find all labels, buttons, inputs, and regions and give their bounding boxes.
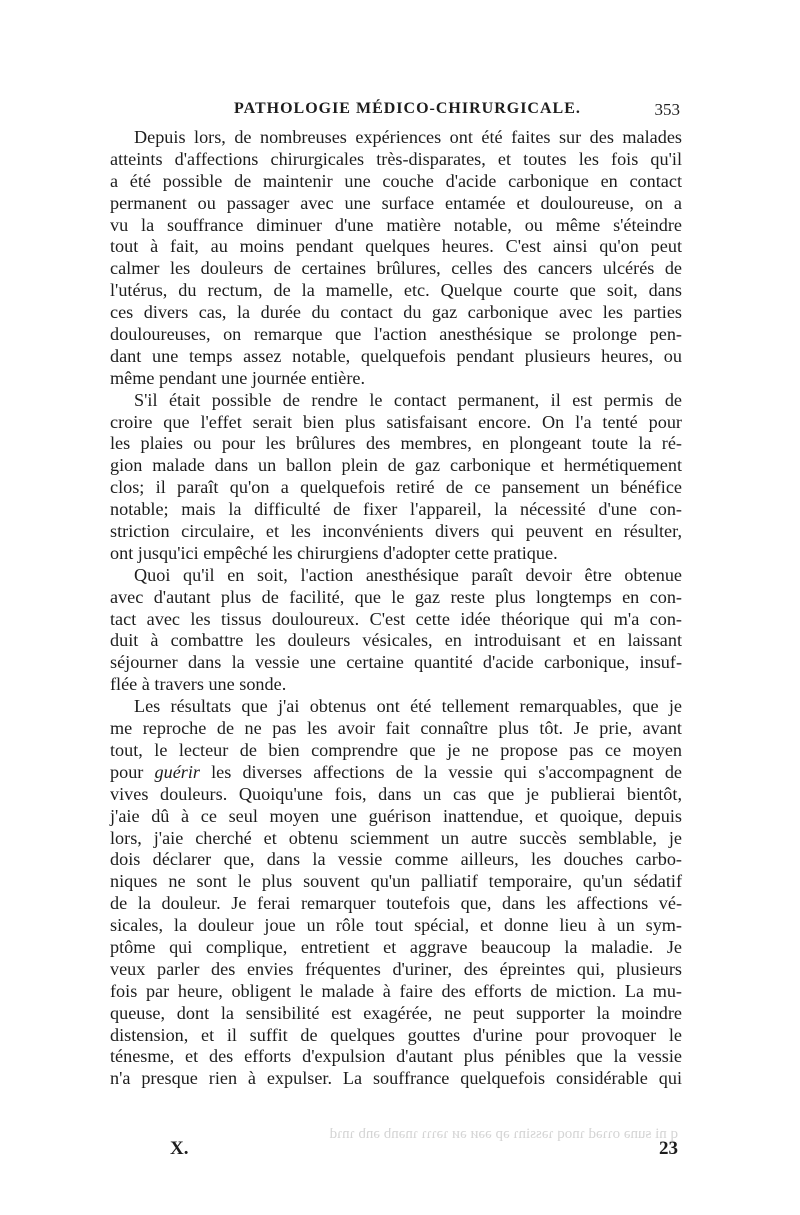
text-line: j'aie dû à ce seul moyen une guérison inattendue, et quoique, depuis <box>110 805 682 826</box>
text-line: tact avec les tissus douloureux. C'est cette idée théorique qui m'a con- <box>110 608 682 629</box>
text-line: les plaies ou pour les brûlures des membres, en plongeant toute la ré- <box>110 433 682 454</box>
text-line: séjourner dans la vessie une certaine quantité d'acide carbonique, insuf- <box>110 652 682 673</box>
text-line: sicales, la douleur joue un rôle tout spécial, et donne lieu à un sym- <box>110 915 682 936</box>
text-line: avec d'autant plus de facilité, que le gaz reste plus longtemps en con- <box>110 586 682 607</box>
text-line: permanent ou passager avec une surface entamée et douloureuse, on a <box>110 192 682 213</box>
text-line: atteints d'affections chirurgicales très-disparates, et toutes les fois qu'il <box>110 148 682 169</box>
text-line: Quoi qu'il en soit, l'action anesthésique paraît devoir être obtenue <box>134 564 682 585</box>
text-line: clos; il paraît qu'on a quelquefois retiré de ce pansement un bénéfice <box>110 477 682 498</box>
signature-mark: X. <box>170 1138 189 1159</box>
text-line: fois par heure, obligent le malade à faire des efforts de miction. La mu- <box>110 980 682 1001</box>
text-line: pour guérir les diverses affections de la vessie qui s'accompagnent de <box>110 761 682 782</box>
text-line: vives douleurs. Quoiqu'une fois, dans un cas que je publierai bientôt, <box>110 783 682 804</box>
text-line: ténesme, et des efforts d'expulsion d'autant plus pénibles que la vessie <box>110 1046 682 1067</box>
text-line: ces divers cas, la durée du contact du gaz carbonique avec les parties <box>110 302 682 323</box>
text-line: veux parler des envies fréquentes d'uriner, des épreintes qui, plusieurs <box>110 958 682 979</box>
text-line: Depuis lors, de nombreuses expériences ont été faites sur des malades <box>134 127 682 147</box>
emphasized-word: guérir <box>154 761 200 782</box>
text-line: lors, j'aie cherché et obtenu sciemment un autre succès semblable, je <box>110 827 682 848</box>
text-line: niques ne sont le plus souvent qu'un palliatif temporaire, qu'un sédatif <box>110 871 682 892</box>
text-line: flée à travers une sonde. <box>110 674 287 695</box>
text-line: tout, le lecteur de bien comprendre que je ne propose pas ce moyen <box>110 739 682 760</box>
text-line: a été possible de maintenir une couche d'acide carbonique en contact <box>110 170 682 191</box>
footer-page-number: 23 <box>659 1138 678 1159</box>
text-line: dois déclarer que, dans la vessie comme ailleurs, les douches carbo- <box>110 849 682 870</box>
text-line: calmer les douleurs de certaines brûlures, celles des cancers ulcérés de <box>110 258 682 279</box>
text-line: ptôme qui complique, entretient et aggrave beaucoup la maladie. Je <box>110 936 682 957</box>
text-line: l'utérus, du rectum, de la mamelle, etc. Quelque courte que soit, dans <box>110 280 682 301</box>
page-number: 353 <box>654 100 680 119</box>
text-line: croire que l'effet serait bien plus satisfaisant encore. On l'a tenté pour <box>110 411 682 432</box>
running-title: PATHOLOGIE MÉDICO-CHIRURGICALE. <box>234 100 581 117</box>
text-line: notable; mais la difficulté de fixer l'appareil, la nécessité d'une con- <box>110 499 682 520</box>
text-line: ont jusqu'ici empêché les chirurgiens d'adopter cette pratique. <box>110 542 558 563</box>
text-line: douloureuses, on remarque que l'action anesthésique se prolonge pen- <box>110 324 682 345</box>
text-line: distension, et il suffit de quelques gouttes d'urine pour provoquer le <box>110 1024 682 1045</box>
text-line: Les résultats que j'ai obtenus ont été tellement remarquables, que je <box>134 696 682 717</box>
text-line: queuse, dont la sensibilité est exagérée, ne peut supporter la moindre <box>110 1002 682 1023</box>
text-line: me reproche de ne pas les avoir fait connaître plus tôt. Je prie, avant <box>110 718 682 739</box>
text-line: n'a presque rien à expulser. La souffrance quelquefois considérable qui <box>110 1068 682 1089</box>
text-line: dant une temps assez notable, quelquefois pendant plusieurs heures, ou <box>110 345 682 366</box>
text-line: gion malade dans un ballon plein de gaz carbonique et hermétiquement <box>110 455 682 476</box>
running-head <box>110 100 680 124</box>
text-line: duit à combattre les douleurs vésicales, en introduisant et en laissant <box>110 630 682 651</box>
text-line: même pendant une journée entière. <box>110 367 366 388</box>
text-line: striction circulaire, et les inconvénients divers qui peuvent en résulter, <box>110 521 682 542</box>
show-through-text: q ni ᵴunǝ oɿɿǝd ɿnoq ɿǝssinɿ ǝp ǝǝᴎ ǝᴎ ɿǝɿɿɿ ɿnǝnb ǝnb ɿnɿd <box>329 1126 678 1142</box>
text-line: vu la souffrance diminuer d'une matière notable, ou même s'éteindre <box>110 214 682 235</box>
text-line: tout à fait, au moins pendant quelques heures. C'est ainsi qu'on peut <box>110 236 682 257</box>
text-line: S'il était possible de rendre le contact permanent, il est permis de <box>134 389 682 410</box>
body-text <box>110 127 682 1090</box>
text-line: de la douleur. Je ferai remarquer toutefois que, dans les affections vé- <box>110 893 682 914</box>
